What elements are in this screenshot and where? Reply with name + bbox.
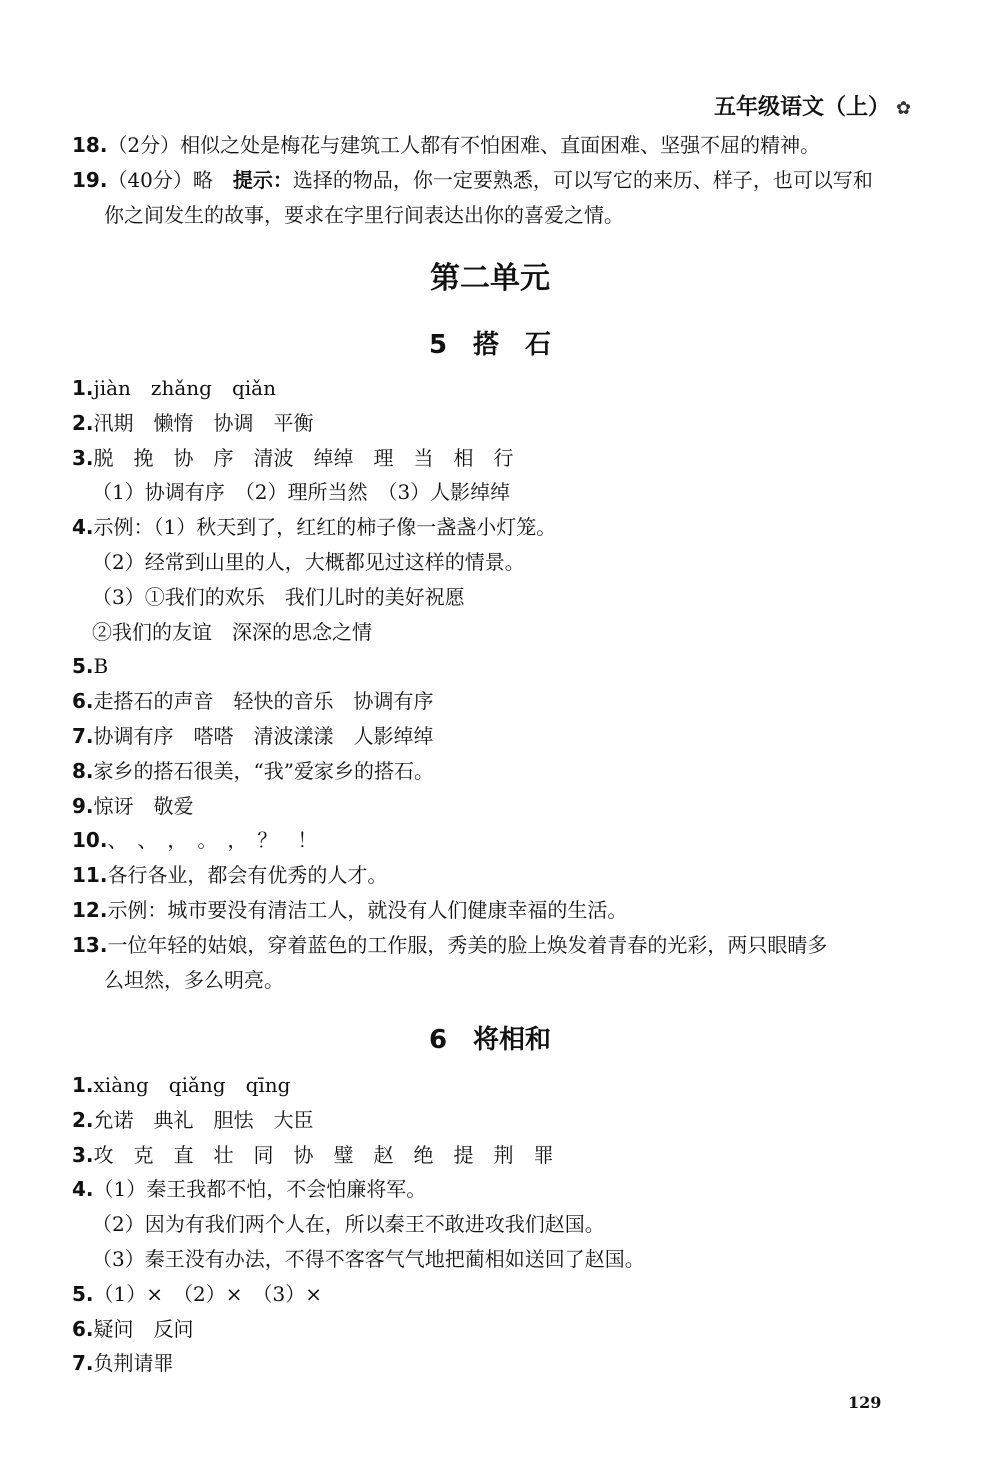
- answer-line: 么坦然，多么明亮。: [104, 967, 284, 992]
- answer-line: （3）秦王没有办法，不得不客客气气地把蔺相如送回了赵国。: [92, 1247, 645, 1271]
- answer-line: （3）①我们的欢乐 我们儿时的美好祝愿: [92, 584, 465, 609]
- answer-line: 6.走搭石的声音 轻快的音乐 协调有序: [72, 689, 434, 714]
- answer-line: 3.攻 克 直 壮 同 协 璧 赵 绝 提 荆 罪: [72, 1142, 554, 1167]
- answer-line: 7.负荆请罪: [72, 1351, 174, 1376]
- answer-line: 2.汛期 懒惰 协调 平衡: [72, 410, 314, 435]
- header-decoration-icon: ✿: [896, 98, 912, 119]
- page-header: [714, 90, 911, 121]
- answer-line: 2.允诺 典礼 胆怯 大臣: [72, 1107, 314, 1132]
- answer-line: 8.家乡的搭石很美，“我”爱家乡的搭石。: [72, 758, 434, 783]
- answer-line: （1）协调有序 （2）理所当然 （3）人影绰绰: [92, 480, 511, 505]
- answer-line: （2）经常到山里的人，大概都见过这样的情景。: [92, 550, 525, 574]
- answer-line: 7.协调有序 嗒嗒 清波漾漾 人影绰绰: [72, 724, 434, 748]
- answer-line: 13.一位年轻的姑娘，穿着蓝色的工作服，秀美的脸上焕发着青春的光彩，两只眼睛多: [72, 932, 828, 957]
- header-title: 五年级语文（上）: [714, 95, 891, 120]
- answer-line: 1.xiàng qiǎng qīng: [72, 1073, 291, 1097]
- answer-line: 6.疑问 反问: [72, 1316, 194, 1341]
- answer-line: ②我们的友谊 深深的思念之情: [92, 619, 372, 644]
- answer-line: 12.示例：城市要没有清洁工人，就没有人们健康幸福的生活。: [72, 898, 628, 922]
- answer-19-cont: 你之间发生的故事，要求在字里行间表达出你的喜爱之情。: [104, 203, 624, 227]
- answer-line: 11.各行各业，都会有优秀的人才。: [72, 863, 388, 888]
- lesson-5-title: 5 搭 石: [428, 330, 552, 360]
- answer-line: 4.（1）秦王我都不怕，不会怕廉将军。: [72, 1177, 427, 1202]
- answer-line: 3.脱 挽 协 序 清波 绰绰 理 当 相 行: [72, 445, 514, 470]
- answer-18: 18.（2分）相似之处是梅花与建筑工人都有不怕困难、直面困难、坚强不屈的精神。: [72, 133, 821, 157]
- answer-line: 5.（1）× （2）× （3）×: [72, 1281, 322, 1306]
- answer-line: （2）因为有我们两个人在，所以秦王不敢进攻我们赵国。: [92, 1212, 605, 1237]
- unit-title: 第二单元: [430, 261, 550, 296]
- answer-19: 19.（40分）略 提示：选择的物品，你一定要熟悉，可以写它的来历、样子，也可以写和: [72, 168, 873, 192]
- lesson-6-title: 6 将相和: [428, 1025, 552, 1055]
- page-number: 129: [848, 1393, 882, 1412]
- answer-line: 5.B: [72, 654, 109, 679]
- answer-line: 4.示例：（1）秋天到了，红红的柿子像一盏盏小灯笼。: [72, 515, 557, 540]
- answer-line: 9.惊讶 敬爱: [72, 793, 194, 818]
- answer-line: 1.jiàn zhǎng qiǎn: [72, 376, 276, 400]
- answer-line: 10.、 、 ， 。 ， ？ ！: [72, 828, 318, 853]
- watermark-logo: [858, 1384, 990, 1468]
